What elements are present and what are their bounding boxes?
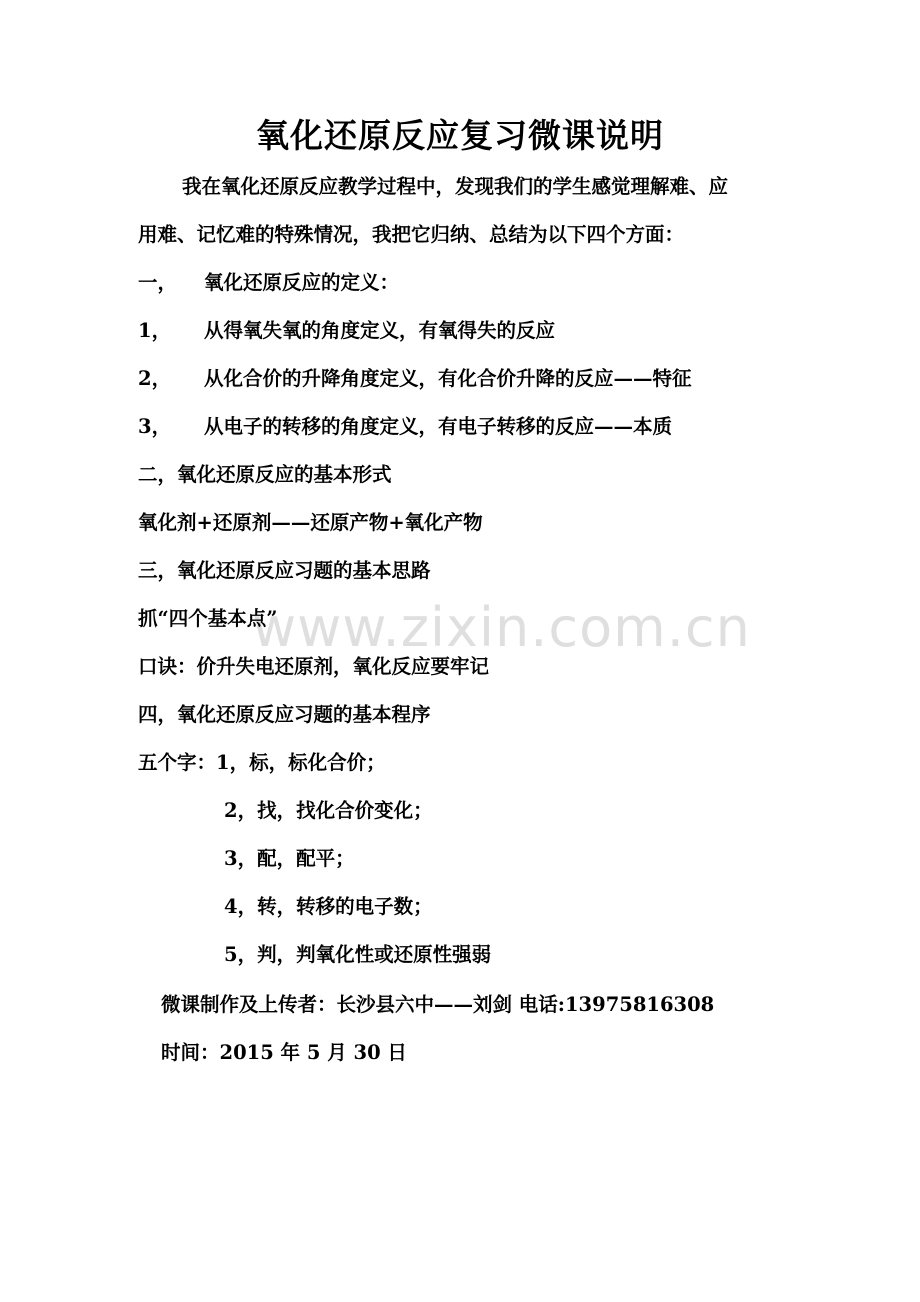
intro-line-1: 我在氧化还原反应教学过程中，发现我们的学生感觉理解难、应 <box>182 175 729 198</box>
section-3-heading: 三，氧化还原反应习题的基本思路 <box>138 559 431 582</box>
definition-item <box>138 412 672 442</box>
section-1-number: 一， <box>138 271 178 294</box>
definition-item <box>138 316 555 346</box>
reaction-formula: 氧化剂+还原剂——还原产物+氧化产物 <box>138 511 483 534</box>
step-item: 2，找，找化合价变化； <box>224 799 433 822</box>
step-item: 五个字：1，标，标化合价； <box>138 751 386 774</box>
step-item: 3，配，配平； <box>224 847 355 870</box>
intro-line-2: 用难、记忆难的特殊情况，我把它归纳、总结为以下四个方面： <box>138 223 685 246</box>
step-item: 5，判，判氧化性或还原性强弱 <box>224 943 492 966</box>
definition-item-text: 从得氧失氧的角度定义，有氧得失的反应 <box>204 319 556 342</box>
definition-item-text: 从化合价的升降角度定义，有化合价升降的反应——特征 <box>204 367 692 390</box>
mnemonic: 口诀：价升失电还原剂，氧化反应要牢记 <box>138 655 490 678</box>
definition-item-number: 1， <box>138 319 172 342</box>
definition-item-number: 3， <box>138 415 172 438</box>
section-2-heading: 二，氧化还原反应的基本形式 <box>138 463 392 486</box>
section-4-heading: 四，氧化还原反应习题的基本程序 <box>138 703 431 726</box>
definition-item-text: 从电子的转移的角度定义，有电子转移的反应——本质 <box>204 415 673 438</box>
author-info: 微课制作及上传者：长沙县六中——刘剑 电话:13975816308 <box>161 993 715 1016</box>
section-1-heading <box>138 268 399 298</box>
definition-item-number: 2， <box>138 367 172 390</box>
four-points: 抓“四个基本点” <box>138 607 278 630</box>
step-item: 4，转，转移的电子数； <box>224 895 433 918</box>
section-1-title: 氧化还原反应的定义： <box>204 271 400 294</box>
document-title: 氧化还原反应复习微课说明 <box>256 116 664 155</box>
definition-item <box>138 364 692 394</box>
watermark: www.zixin.com.cn <box>252 596 751 659</box>
date-info: 时间：2015 年 5 月 30 日 <box>161 1041 407 1064</box>
